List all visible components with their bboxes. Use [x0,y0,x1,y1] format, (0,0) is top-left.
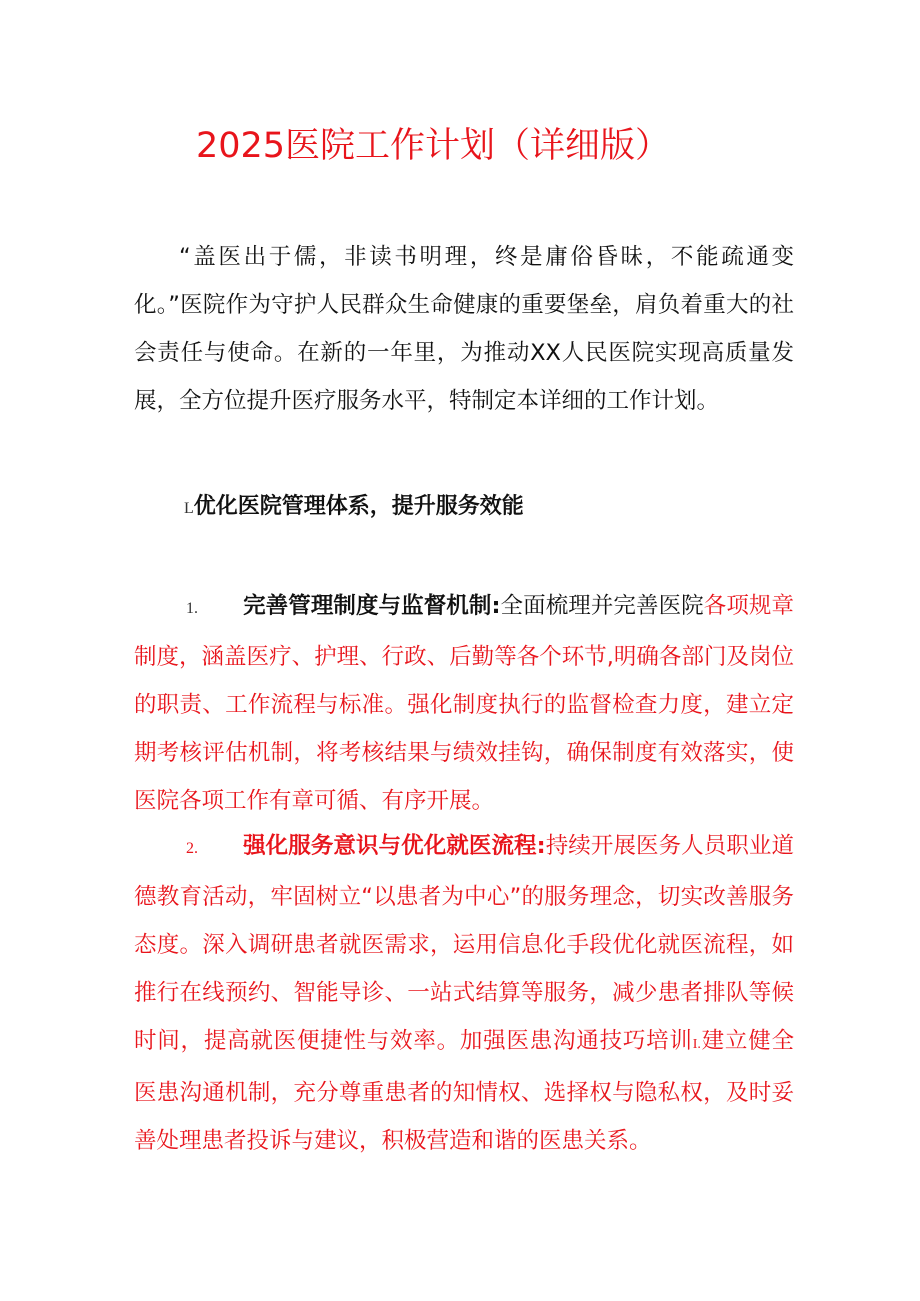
document-title: 2025医院工作计划（详细版） [195,126,671,166]
list-item-lead: 强化服务意识与优化就医流程: [243,833,546,859]
section-number: L [184,500,194,517]
list-item-1 [134,582,794,825]
list-item-number: 1. [186,600,198,617]
list-item-text-b: 建立健全医患沟通机制，充分尊重患者的知情权、选择权与隐私权，及时妥善处理患者投诉与建议，积极营造和谐的医患关系。 [134,1028,794,1154]
list-item-2 [134,822,794,1165]
list-item-text-red: 各项规章制度，涵盖医疗、护理、行政、后勤等各个环节,明确各部门及岗位的职责、工作流程与标准。强化制度执行的监督检查力度，建立定期考核评估机制，将考核结果与绩效挂钩，确保制度有效落实，使医院各项工作有章可循、有序开展。 [134,593,794,814]
section-heading-text: 优化医院管理体系，提升服务效能 [193,494,524,519]
list-item-lead: 完善管理制度与监督机制: [243,593,501,619]
list-item-text-black: 全面梳理并完善医院 [500,593,704,619]
list-item-text-mark: I. [692,1037,701,1052]
list-item-number: 2. [186,840,198,857]
intro-paragraph: “盖医出于儒，非读书明理，终是庸俗昏昧，不能疏通变化。”医院作为守护人民群众生命健康的重要堡垒，肩负着重大的社会责任与使命。在新的一年里，为推动XX人民医院实现高质量发展，全方位提升医疗服务水平，特制定本详细的工作计划。 [134,244,794,414]
section-heading-1 [184,484,524,532]
list-item-text-a: 持续开展医务人员职业道德教育活动，牢固树立“以患者为中心”的服务理念，切实改善服务态度。深入调研患者就医需求，运用信息化手段优化就医流程，如推行在线预约、智能导诊、一站式结算等服务，减少患者排队等候时间，提高就医便捷性与效率。加强医患沟通技巧培训 [134,833,794,1054]
